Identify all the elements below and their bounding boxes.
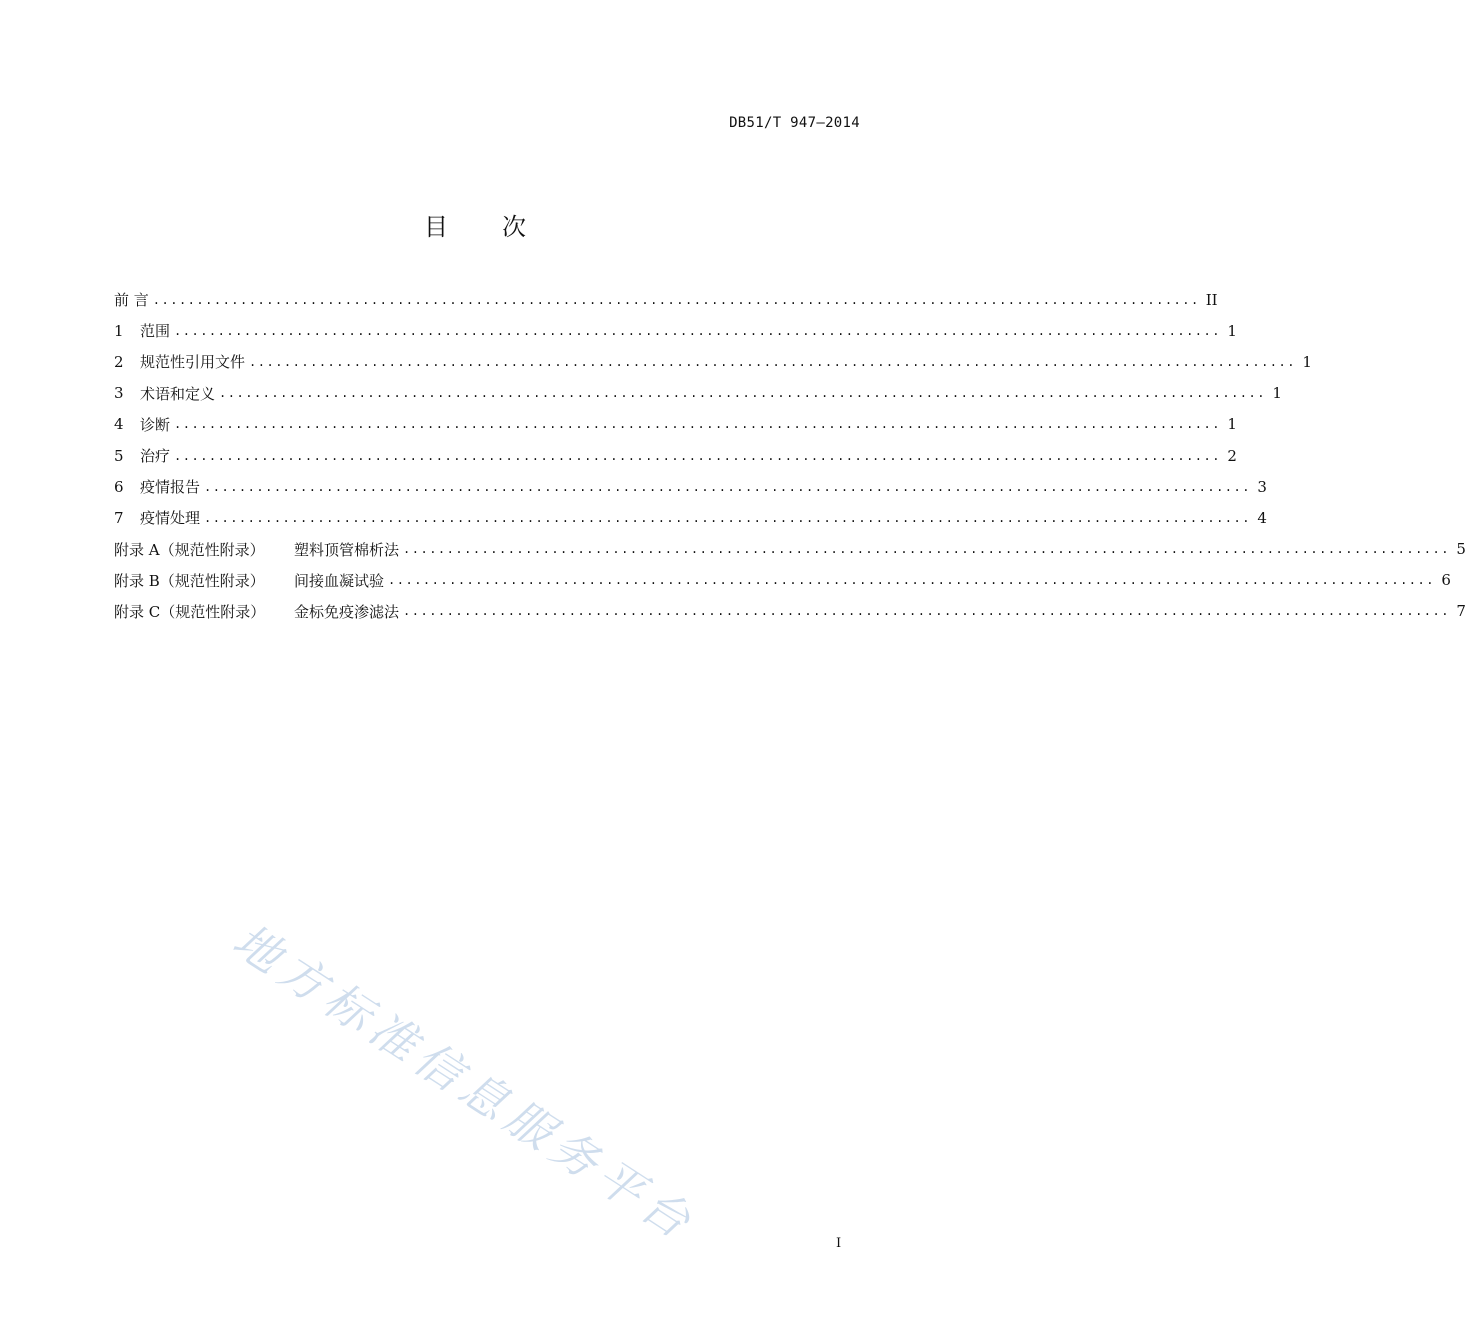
toc-label: 诊断 (140, 415, 171, 434)
dot-leader: ........................................................................................................................ (174, 417, 1221, 432)
toc-number: 6 (114, 477, 124, 496)
toc-page-number: 1 (1227, 321, 1237, 340)
appendix-title: 塑料顶管棉析法 (294, 540, 400, 559)
toc-page-number: II (1205, 290, 1218, 309)
document-code: DB51/T 947—2014 (729, 115, 860, 131)
appendix-label: 附录 B（规范性附录） (114, 571, 265, 590)
appendix-label: 附录 A（规范性附录） (114, 540, 265, 559)
toc-number: 2 (114, 352, 124, 371)
toc-label: 前 言 (114, 291, 149, 310)
toc-item-2[interactable] (114, 346, 1312, 377)
dot-leader: ........................................................................................................................ (219, 386, 1266, 401)
toc-page-number: 1 (1227, 415, 1237, 434)
toc-label: 规范性引用文件 (140, 353, 246, 372)
toc-number: 1 (114, 321, 124, 340)
dot-leader: ........................................................................................................................ (204, 510, 1251, 525)
toc-item-3[interactable] (114, 378, 1282, 409)
toc-item-1[interactable] (114, 315, 1237, 346)
dot-leader: ........................................................................................................................ (249, 354, 1296, 369)
toc-label: 治疗 (140, 447, 171, 466)
appendix-title: 金标免疫渗滤法 (294, 602, 400, 621)
toc-page-number: 1 (1272, 384, 1282, 403)
toc-page-number: 7 (1456, 602, 1466, 621)
page-title (0, 207, 950, 242)
dot-leader: ........................................................................................................................ (388, 573, 1435, 588)
toc-item-7[interactable] (114, 502, 1267, 533)
toc-label: 疫情处理 (140, 509, 201, 528)
appendix-title: 间接血凝试验 (294, 571, 385, 590)
toc-page-number: 5 (1456, 540, 1466, 559)
dot-leader: ........................................................................................................................ (152, 292, 1200, 307)
toc-page-number: 1 (1302, 352, 1312, 371)
toc-item-4[interactable] (114, 409, 1237, 440)
toc-item-foreword[interactable] (114, 284, 1218, 315)
page-number: I (836, 1236, 842, 1251)
title-char-2: 次 (502, 213, 526, 241)
toc-item-6[interactable] (114, 471, 1267, 502)
toc-item-5[interactable] (114, 440, 1237, 471)
toc-page-number: 6 (1441, 571, 1451, 590)
dot-leader: ........................................................................................................................ (403, 604, 1450, 619)
dot-leader: ........................................................................................................................ (174, 323, 1221, 338)
toc-number: 5 (114, 446, 124, 465)
appendix-label: 附录 C（规范性附录） (114, 602, 266, 621)
toc-item-appendix-c[interactable] (114, 596, 1466, 627)
toc-page-number: 4 (1257, 508, 1267, 527)
toc-item-appendix-b[interactable] (114, 565, 1451, 596)
toc-number: 7 (114, 508, 124, 527)
toc-page-number: 2 (1227, 446, 1237, 465)
toc-label: 范围 (140, 322, 171, 341)
toc-label: 术语和定义 (140, 384, 216, 403)
toc-number: 3 (114, 384, 124, 403)
toc-item-appendix-a[interactable] (114, 534, 1466, 565)
dot-leader: ........................................................................................................................ (174, 448, 1221, 463)
dot-leader: ........................................................................................................................ (403, 542, 1450, 557)
dot-leader: ........................................................................................................................ (204, 479, 1251, 494)
watermark: 地方标准信息服务平台 (223, 912, 706, 1253)
toc-label: 疫情报告 (140, 478, 201, 497)
toc-page-number: 3 (1257, 477, 1267, 496)
table-of-contents (114, 284, 1466, 627)
title-char-1: 目 (424, 213, 448, 241)
toc-number: 4 (114, 415, 124, 434)
